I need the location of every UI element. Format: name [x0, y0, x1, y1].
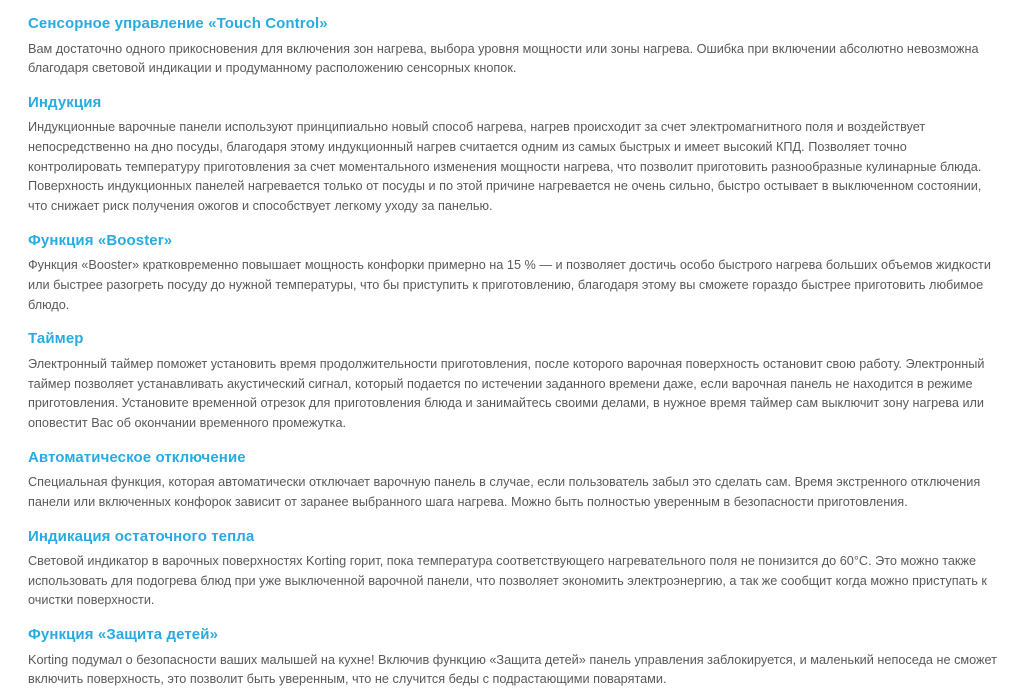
- section-heading: Функция «Booster»: [28, 231, 173, 249]
- section-paragraph: Korting подумал о безопасности ваших малышей на кухне! Включив функцию «Защита детей» панель управления заблокируется, и маленький непоседа не сможет включить поверхность, это позволит быть уверенным, что не случится беды с подрастающими поварятами.: [28, 652, 997, 687]
- section-paragraph: Функция «Booster» кратковременно повышает мощность конфорки примерно на 15 % — и позволяет достичь особо быстрого нагрева больших объемов жидкости или быстрее разогреть посуду до нужной температуры, что бы приступить к приготовлению, благодаря этому вы сможете гораздо быстрее приготовить любимое блюдо.: [28, 258, 991, 312]
- section-paragraph: Электронный таймер поможет установить время продолжительности приготовления, после которого варочная поверхность остановит свою работу. Электронный таймер позволяет устанавливать акустический сигнал, который подается по истечении заданного времени даже, если варочная панель не находится в режиме приготовления. Установите временной отрезок для приготовления блюда и занимайтесь своими делами, в нужное время таймер сам выключит зону нагрева или оповестит Вас об окончании временного промежутка.: [28, 356, 985, 430]
- section-paragraph: Вам достаточно одного прикосновения для включения зон нагрева, выбора уровня мощности или зоны нагрева. Ошибка при включении абсолютно невозможна благодаря световой индикации и продуманному расположению сенсорных кнопок.: [28, 41, 979, 76]
- section-paragraph: Индукционные варочные панели используют принципиально новый способ нагрева, нагрев происходит за счет электромагнитного поля и воздействует непосредственно на дно посуды, благодаря этому индукционный нагрев считается одним из самых быстрых и имеет высокий КПД. Позволяет точно контролировать температуру приготовления за счет моментального изменения мощности нагрева, что позволит приготовить разнообразные кулинарные блюда. Поверхность индукционных панелей нагревается только от посуды и по этой причине нагревается не очень сильно, быстро остывает в выключенном состоянии, что снижает риск получения ожогов и способствует легкому уходу за панелью.: [28, 120, 982, 214]
- section-booster: [28, 231, 1001, 316]
- section-heading: Функция «Защита детей»: [28, 626, 219, 644]
- section-induction: [28, 93, 1001, 217]
- section-heading: Сенсорное управление «Touch Control»: [28, 15, 328, 32]
- section-heading: Автоматическое отключение: [28, 448, 246, 466]
- section-auto-shutoff: [28, 448, 1001, 513]
- section-residual-heat-indicator: [28, 527, 1001, 612]
- section-heading: Индукция: [28, 93, 102, 111]
- section-child-lock: [28, 625, 1001, 690]
- section-touch-control: [28, 14, 1001, 79]
- section-timer: [28, 329, 1001, 433]
- section-paragraph: Специальная функция, которая автоматически отключает варочную панель в случае, если пользователь забыл это сделать сам. Время экстренного отключения панели или включенных конфорок зависит от заранее выбранного шага нагрева. Можно быть полностью уверенным в безопасности приготовления.: [28, 475, 981, 509]
- section-heading: Таймер: [28, 330, 84, 348]
- section-heading: Индикация остаточного тепла: [28, 527, 255, 545]
- section-paragraph: Световой индикатор в варочных поверхностях Korting горит, пока температура соответствующего нагревательного поля не понизится до 60°С. Это можно также использовать для подогрева блюд при уже выключенной варочной панели, что позволяет экономить электроэнергию, а так же сообщит когда можно приступать к очистки поверхности.: [28, 554, 987, 608]
